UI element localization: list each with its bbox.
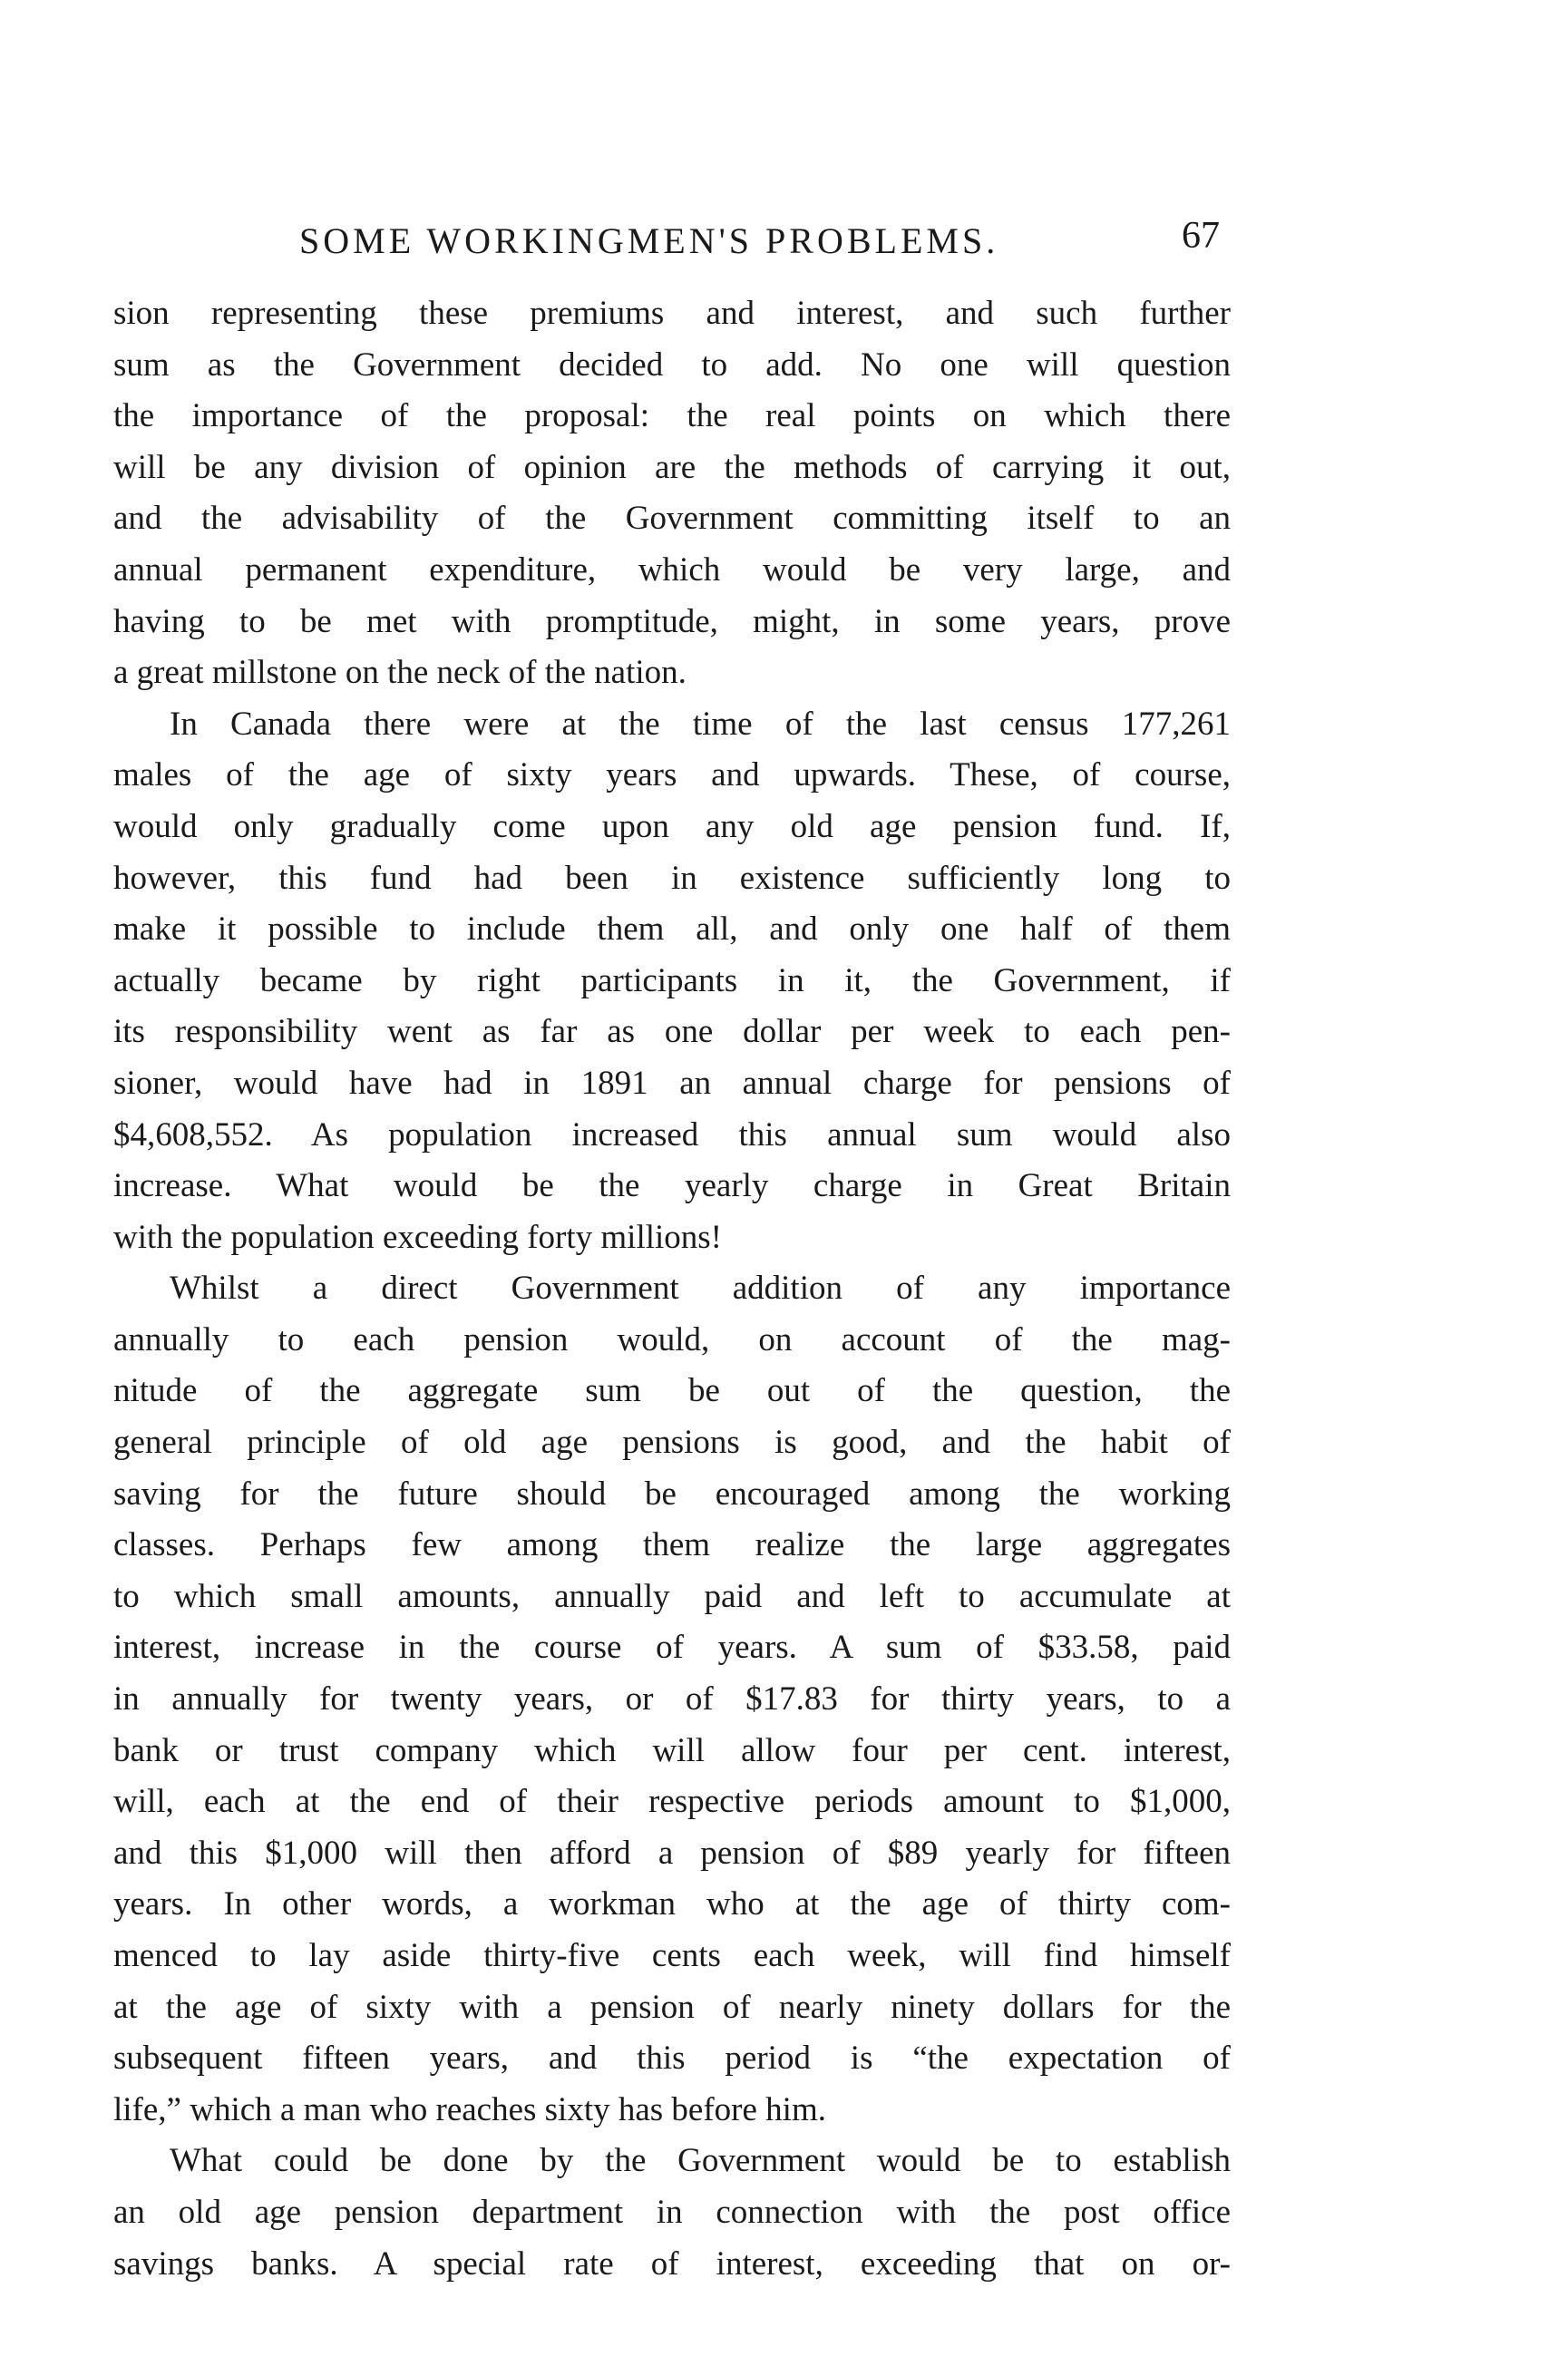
text-line: its responsibility went as far as one dollar per week to each pen- — [113, 1013, 1231, 1051]
text-line: annually to each pension would, on account of the mag- — [113, 1320, 1231, 1358]
text-line: classes. Perhaps few among them realize the large aggregates — [113, 1526, 1231, 1564]
text-line: with the population exceeding forty millions! — [113, 1218, 723, 1256]
text-line: will be any division of opinion are the methods of carrying it out, — [113, 448, 1231, 486]
page-number: 67 — [1182, 215, 1220, 257]
text-line: make it possible to include them all, and only one half of them — [113, 910, 1231, 949]
text-line: having to be met with promptitude, might, in some years, prove — [113, 602, 1231, 640]
text-line: sum as the Government decided to add. No one will question — [113, 346, 1231, 384]
text-line: menced to lay aside thirty-five cents each week, will find himself — [113, 1937, 1231, 1974]
text-line: in annually for twenty years, or of $17.83 for thirty years, to a — [113, 1680, 1231, 1719]
body-text — [113, 288, 1231, 2290]
text-line: savings banks. A special rate of interest, exceeding that on or- — [113, 2244, 1231, 2283]
text-line: however, this fund had been in existence sufficiently long to — [113, 859, 1231, 897]
text-line: annual permanent expenditure, which would be very large, and — [113, 550, 1231, 589]
text-line: sioner, would have had in 1891 an annual charge for pensions of — [113, 1064, 1231, 1102]
paragraph-4 — [113, 2136, 1231, 2290]
running-head — [113, 214, 1229, 268]
text-line: the importance of the proposal: the real points on which there — [113, 397, 1231, 435]
text-line: nitude of the aggregate sum be out of the question, the — [113, 1372, 1231, 1410]
text-line: $4,608,552. As population increased this annual sum would also — [113, 1115, 1231, 1154]
text-line: to which small amounts, annually paid and left to accumulate at — [113, 1577, 1231, 1615]
text-line: and the advisability of the Government committing itself to an — [113, 500, 1231, 538]
text-line: actually became by right participants in it, the Government, if — [113, 961, 1231, 999]
text-line: general principle of old age pensions is good, and the habit of — [113, 1424, 1231, 1462]
text-line: In Canada there were at the time of the last census 177,261 — [170, 705, 1231, 743]
text-line: life,” which a man who reaches sixty has before him. — [113, 2090, 826, 2128]
running-title: SOME WORKINGMEN'S PROBLEMS. — [299, 220, 999, 261]
text-line: would only gradually come upon any old age pension fund. If, — [113, 807, 1231, 845]
paragraph-3 — [113, 1263, 1231, 2136]
text-line: an old age pension department in connection with the post office — [113, 2193, 1231, 2231]
text-line: subsequent fifteen years, and this period is “the expectation of — [113, 2040, 1231, 2078]
text-line: interest, increase in the course of years. A sum of $33.58, paid — [113, 1629, 1231, 1667]
paragraph-1 — [113, 288, 1231, 699]
text-line: Whilst a direct Government addition of any importance — [170, 1270, 1231, 1308]
text-line: What could be done by the Government would be to establish — [170, 2142, 1231, 2180]
text-line: saving for the future should be encouraged among the working — [113, 1475, 1231, 1513]
paragraph-2 — [113, 699, 1231, 1264]
text-line: a great millstone on the neck of the nation. — [113, 654, 687, 692]
text-line: bank or trust company which will allow four per cent. interest, — [113, 1731, 1231, 1769]
text-line: and this $1,000 will then afford a pension of $89 yearly for fifteen — [113, 1834, 1231, 1872]
text-line: will, each at the end of their respective periods amount to $1,000, — [113, 1783, 1231, 1821]
text-line: increase. What would be the yearly charge in Great Britain — [113, 1167, 1231, 1205]
text-line: males of the age of sixty years and upwards. These, of course, — [113, 756, 1231, 794]
text-line: at the age of sixty with a pension of nearly ninety dollars for the — [113, 1988, 1231, 2026]
text-line: sion representing these premiums and interest, and such further — [113, 295, 1231, 332]
text-line: years. In other words, a workman who at the age of thirty com- — [113, 1885, 1231, 1923]
